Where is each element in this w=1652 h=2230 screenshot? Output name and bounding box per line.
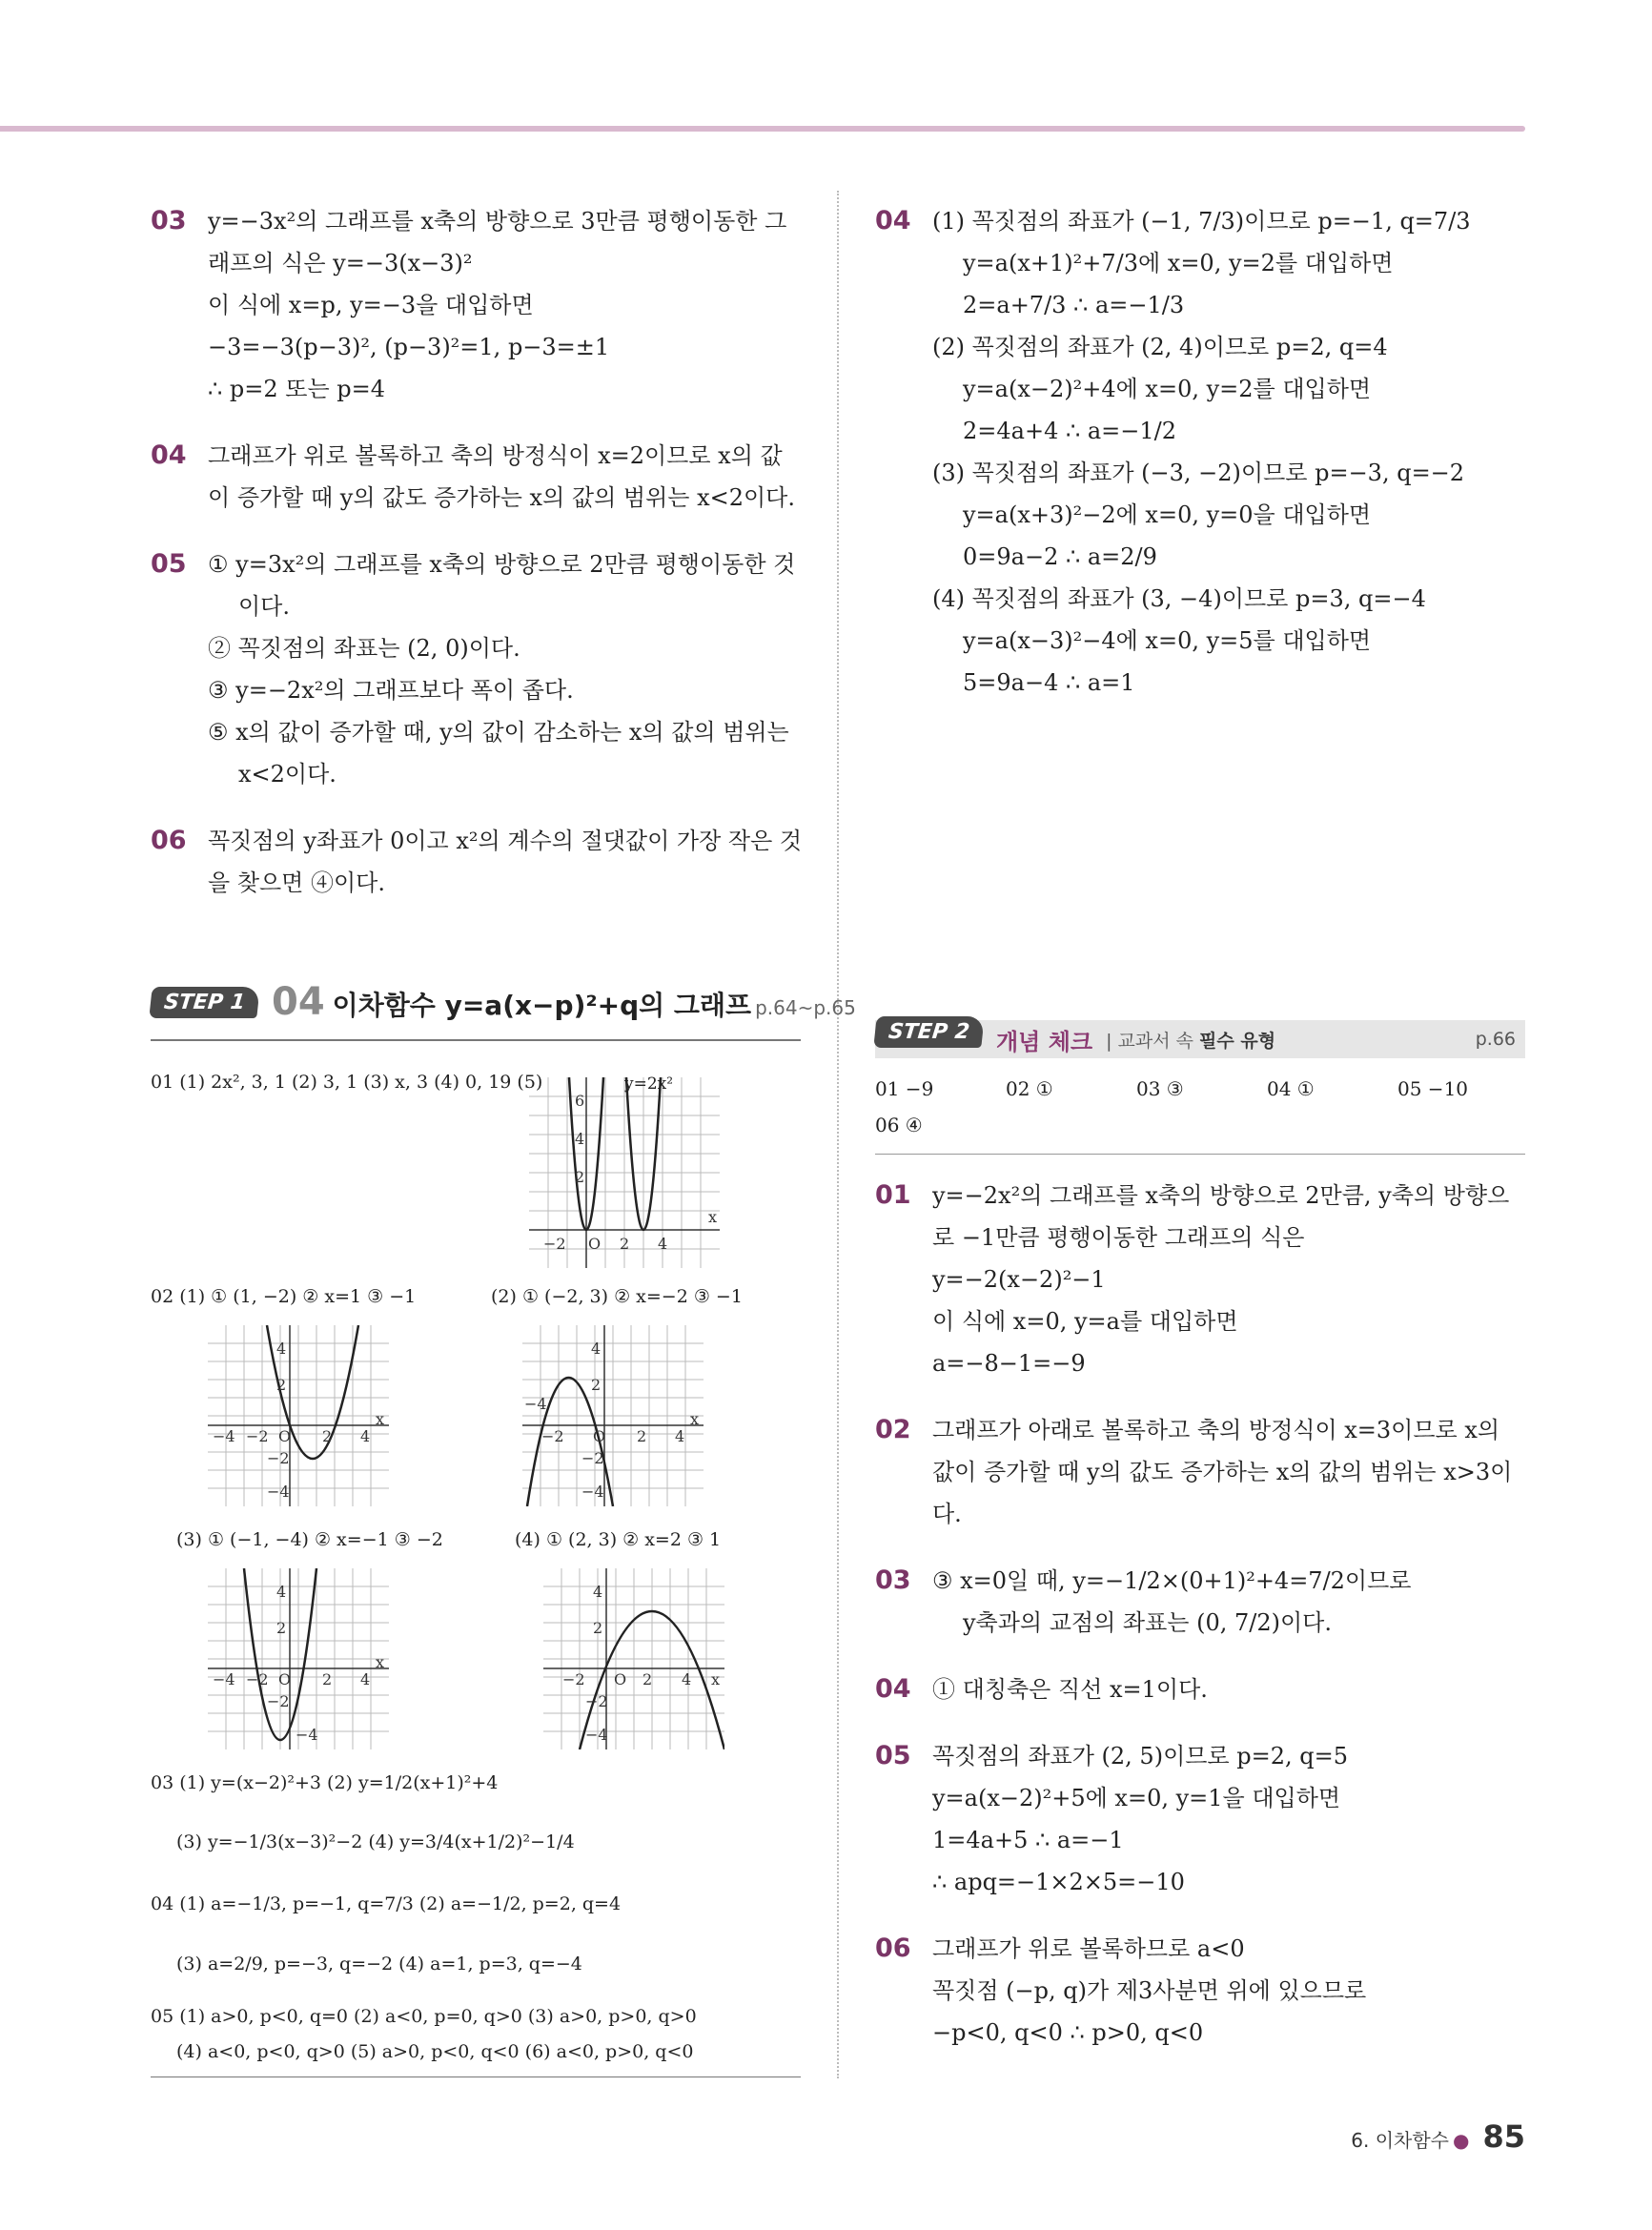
- svg-text:2: 2: [322, 1427, 333, 1445]
- svg-text:−4: −4: [213, 1670, 235, 1688]
- solution-line: −p<0, q<0 ∴ p>0, q<0: [932, 2019, 1204, 2046]
- answer-05-1: 05 (1) a>0, p<0, q=0 (2) a<0, p=0, q>0 (3) a>0, p>0, q>0: [151, 2006, 697, 2027]
- svg-text:−4: −4: [296, 1726, 318, 1744]
- solution-line: 0=9a−2 ∴ a=2/9: [963, 543, 1157, 570]
- solution-line: y축과의 교점의 좌표는 (0, 7/2)이다.: [963, 1609, 1332, 1636]
- solution-line: 값이 증가할 때 y의 값도 증가하는 x의 값의 범위는 x>3이: [932, 1459, 1513, 1485]
- answer-05-2: (4) a<0, p<0, q>0 (5) a>0, p<0, q<0 (6) a<0, p>0, q<0: [176, 2041, 694, 2062]
- svg-text:x: x: [376, 1410, 385, 1428]
- step1-title: [272, 980, 856, 1024]
- solution-line: 을 찾으면 ④이다.: [208, 869, 385, 896]
- solution-line: (1) 꼭짓점의 좌표가 (−1, 7/3)이므로 p=−1, q=7/3: [932, 208, 1471, 235]
- left-04: [151, 435, 801, 519]
- solution-line: 꼭짓점 (−p, q)가 제3사분면 위에 있으므로: [932, 1977, 1367, 2004]
- quick-answer-02: 02 ①: [1006, 1077, 1053, 1100]
- svg-text:−2: −2: [581, 1449, 604, 1467]
- svg-text:4: 4: [593, 1583, 603, 1601]
- svg-text:2: 2: [276, 1619, 287, 1637]
- graph-01: [529, 1077, 720, 1268]
- solution-line: ① y=3x²의 그래프를 x축의 방향으로 2만큼 평행이동한 것: [208, 551, 796, 578]
- answer-04-1: 04 (1) a=−1/3, p=−1, q=7/3 (2) a=−1/2, p=2, q=4: [151, 1893, 622, 1914]
- answer-02-4: (4) ① (2, 3) ② x=2 ③ 1: [515, 1529, 722, 1550]
- solution-line: 2=4a+4 ∴ a=−1/2: [963, 418, 1177, 444]
- quick-answer-03: 03 ③: [1136, 1077, 1184, 1100]
- solution-line: 이다.: [238, 593, 290, 620]
- svg-text:4: 4: [276, 1583, 287, 1601]
- solution-line: 꼭짓점의 y좌표가 0이고 x²의 계수의 절댓값이 가장 작은 것: [208, 828, 803, 854]
- step2-title: 개념 체크: [995, 1028, 1093, 1055]
- svg-text:4: 4: [360, 1427, 371, 1445]
- solution-line: 2=a+7/3 ∴ a=−1/3: [963, 292, 1185, 318]
- problem-number: 05: [875, 1741, 911, 1770]
- problem-number: 06: [151, 826, 187, 855]
- answer-02-2: (2) ① (−2, 3) ② x=−2 ③ −1: [491, 1286, 743, 1307]
- page-number: 85: [1482, 2118, 1525, 2155]
- solution-line: 로 −1만큼 평행이동한 그래프의 식은: [932, 1224, 1305, 1251]
- step2-06: [875, 1928, 1525, 2054]
- problem-number: 03: [875, 1565, 911, 1595]
- problem-number: 02: [875, 1415, 911, 1444]
- quick-answer-05: 05 −10: [1397, 1077, 1469, 1100]
- top-decorative-bar: [0, 126, 1525, 132]
- solution-line: 이 식에 x=0, y=a를 대입하면: [932, 1308, 1238, 1335]
- solution-line: ⑤ x의 값이 증가할 때, y의 값이 감소하는 x의 값의 범위는: [208, 719, 789, 746]
- left-06: [151, 820, 801, 904]
- svg-text:O: O: [278, 1670, 292, 1688]
- svg-text:x: x: [376, 1653, 385, 1671]
- svg-text:2: 2: [575, 1168, 585, 1186]
- solution-line: ② 꼭짓점의 좌표는 (2, 0)이다.: [208, 635, 520, 662]
- svg-text:6: 6: [575, 1092, 585, 1110]
- svg-text:x: x: [708, 1208, 718, 1226]
- svg-text:2: 2: [591, 1376, 602, 1394]
- solution-line: y=a(x−2)²+5에 x=0, y=1을 대입하면: [932, 1785, 1341, 1811]
- solution-line: ③ y=−2x²의 그래프보다 폭이 좁다.: [208, 677, 574, 704]
- svg-text:2: 2: [322, 1670, 333, 1688]
- graph-01-label: y=2x²: [624, 1074, 674, 1094]
- svg-text:4: 4: [575, 1130, 585, 1148]
- step1-header: [151, 980, 856, 1024]
- solution-line: y=−2x²의 그래프를 x축의 방향으로 2만큼, y축의 방향으: [932, 1182, 1510, 1209]
- solution-line: (4) 꼭짓점의 좌표가 (3, −4)이므로 p=3, q=−4: [932, 585, 1426, 612]
- solution-line: y=a(x+1)²+7/3에 x=0, y=2를 대입하면: [963, 250, 1394, 276]
- step2-badge: STEP 2: [873, 1016, 984, 1048]
- solution-line: (2) 꼭짓점의 좌표가 (2, 4)이므로 p=2, q=4: [932, 334, 1388, 360]
- svg-text:O: O: [278, 1427, 292, 1445]
- left-solutions: [151, 200, 801, 929]
- solution-line: 래프의 식은 y=−3(x−3)²: [208, 250, 473, 276]
- step2-subtitle-strong: 필수 유형: [1199, 1030, 1276, 1052]
- step2-05: [875, 1735, 1525, 1903]
- chapter-label: 6. 이차함수: [1351, 2129, 1450, 2152]
- svg-text:x: x: [690, 1410, 700, 1428]
- page-footer: [1351, 2118, 1525, 2155]
- problem-number: 04: [875, 206, 911, 235]
- answer-04-2: (3) a=2/9, p=−3, q=−2 (4) a=1, p=3, q=−4: [176, 1954, 582, 1974]
- solution-line: x<2이다.: [238, 761, 337, 788]
- solution-line: y=−3x²의 그래프를 x축의 방향으로 3만큼 평행이동한 그: [208, 208, 787, 235]
- solution-line: (3) 꼭짓점의 좌표가 (−3, −2)이므로 p=−3, q=−2: [932, 460, 1465, 486]
- problem-number: 05: [151, 549, 187, 579]
- solution-line: ∴ apq=−1×2×5=−10: [932, 1869, 1185, 1895]
- svg-text:−4: −4: [267, 1483, 290, 1501]
- solution-line: 그래프가 위로 볼록하므로 a<0: [932, 1935, 1245, 1962]
- problem-number: 04: [151, 440, 187, 470]
- svg-text:O: O: [593, 1427, 606, 1445]
- answer-03-1: 03 (1) y=(x−2)²+3 (2) y=1/2(x+1)²+4: [151, 1772, 499, 1793]
- left-03: [151, 200, 801, 410]
- solution-line: −3=−3(p−3)², (p−3)²=1, p−3=±1: [208, 334, 610, 360]
- svg-text:−4: −4: [581, 1483, 604, 1501]
- step2-subtitle-prefix: 교과서 속: [1117, 1030, 1200, 1052]
- problem-number: 06: [875, 1933, 911, 1963]
- svg-text:O: O: [614, 1670, 627, 1688]
- step2-01: [875, 1175, 1525, 1384]
- right-solution-04: [875, 200, 1525, 728]
- left-05: [151, 543, 801, 795]
- problem-number: 01: [875, 1180, 911, 1210]
- svg-text:O: O: [588, 1235, 602, 1253]
- solution-line: y=a(x+3)²−2에 x=0, y=0을 대입하면: [963, 501, 1372, 528]
- svg-text:−2: −2: [267, 1692, 290, 1710]
- svg-text:2: 2: [642, 1670, 653, 1688]
- svg-text:−2: −2: [585, 1692, 608, 1710]
- svg-text:−2: −2: [543, 1235, 566, 1253]
- svg-text:2: 2: [276, 1376, 287, 1394]
- step1-number: 04: [271, 980, 325, 1024]
- graph-02-4: [543, 1568, 724, 1749]
- step2-03: [875, 1560, 1525, 1644]
- step2-rule: [875, 1154, 1525, 1155]
- step2-solutions: [875, 1175, 1525, 2078]
- solution-line: 1=4a+5 ∴ a=−1: [932, 1827, 1124, 1853]
- solution-line: ① 대칭축은 직선 x=1이다.: [932, 1676, 1208, 1703]
- svg-text:2: 2: [620, 1235, 630, 1253]
- answer-02-3: (3) ① (−1, −4) ② x=−1 ③ −2: [176, 1529, 443, 1550]
- answer-02-1: 02 (1) ① (1, −2) ② x=1 ③ −1: [151, 1286, 417, 1307]
- solution-line: 그래프가 위로 볼록하고 축의 방정식이 x=2이므로 x의 값: [208, 442, 783, 469]
- step1-title-text: 이차함수 y=a(x−p)²+q의 그래프: [332, 990, 752, 1021]
- solution-line: 이 증가할 때 y의 값도 증가하는 x의 값의 범위는 x<2이다.: [208, 484, 795, 511]
- step1-badge: STEP 1: [149, 987, 259, 1018]
- graph-02-3: [208, 1568, 389, 1749]
- graph-02-1: [208, 1325, 389, 1506]
- bullet-icon: ●: [1453, 2129, 1470, 2152]
- solution-line: 5=9a−4 ∴ a=1: [963, 669, 1135, 696]
- solution-line: y=−2(x−2)²−1: [932, 1266, 1106, 1293]
- step1-pages: p.64~p.65: [755, 996, 856, 1019]
- answer-01: 01 (1) 2x², 3, 1 (2) 3, 1 (3) x, 3 (4) 0, 19 (5): [151, 1072, 543, 1093]
- solution-line: y=a(x−3)²−4에 x=0, y=5를 대입하면: [963, 627, 1372, 654]
- column-divider: [837, 191, 839, 2078]
- svg-text:x: x: [711, 1670, 721, 1688]
- svg-text:−2: −2: [562, 1670, 585, 1688]
- step2-02: [875, 1409, 1525, 1535]
- svg-text:2: 2: [637, 1427, 647, 1445]
- right-04: [875, 200, 1525, 704]
- solution-line: 꼭짓점의 좌표가 (2, 5)이므로 p=2, q=5: [932, 1743, 1348, 1770]
- svg-text:−2: −2: [267, 1449, 290, 1467]
- solution-line: ∴ p=2 또는 p=4: [208, 376, 386, 402]
- solution-line: a=−8−1=−9: [932, 1350, 1086, 1377]
- step2-pages: p.66: [1475, 1029, 1516, 1050]
- svg-text:−4: −4: [524, 1395, 547, 1413]
- svg-text:4: 4: [591, 1340, 602, 1358]
- svg-text:4: 4: [276, 1340, 287, 1358]
- svg-text:4: 4: [360, 1670, 371, 1688]
- svg-text:−4: −4: [585, 1726, 608, 1744]
- solution-line: ③ x=0일 때, y=−1/2×(0+1)²+4=7/2이므로: [932, 1567, 1412, 1594]
- svg-text:4: 4: [682, 1670, 692, 1688]
- problem-number: 03: [151, 206, 187, 235]
- problem-number: 04: [875, 1674, 911, 1704]
- solution-line: 다.: [932, 1501, 962, 1527]
- svg-text:4: 4: [675, 1427, 685, 1445]
- svg-text:−2: −2: [246, 1670, 269, 1688]
- quick-answer-06: 06 ④: [875, 1114, 923, 1136]
- solution-line: 이 식에 x=p, y=−3을 대입하면: [208, 292, 534, 318]
- answer-03-2: (3) y=−1/3(x−3)²−2 (4) y=3/4(x+1/2)²−1/4: [176, 1831, 575, 1852]
- graph-02-2: [522, 1325, 704, 1506]
- step2-subtitle: | 교과서 속 필수 유형: [1106, 1030, 1276, 1052]
- svg-text:2: 2: [593, 1619, 603, 1637]
- svg-text:−2: −2: [541, 1427, 564, 1445]
- step1-underline: [151, 1039, 801, 1041]
- svg-text:4: 4: [658, 1235, 668, 1253]
- quick-answer-04: 04 ①: [1267, 1077, 1315, 1100]
- svg-text:−2: −2: [246, 1427, 269, 1445]
- step2-04: [875, 1668, 1525, 1710]
- step2-header: [875, 1020, 1525, 1058]
- quick-answer-01: 01 −9: [875, 1077, 934, 1100]
- solution-line: y=a(x−2)²+4에 x=0, y=2를 대입하면: [963, 376, 1372, 402]
- svg-text:−4: −4: [213, 1427, 235, 1445]
- solution-line: 그래프가 아래로 볼록하고 축의 방정식이 x=3이므로 x의: [932, 1417, 1500, 1443]
